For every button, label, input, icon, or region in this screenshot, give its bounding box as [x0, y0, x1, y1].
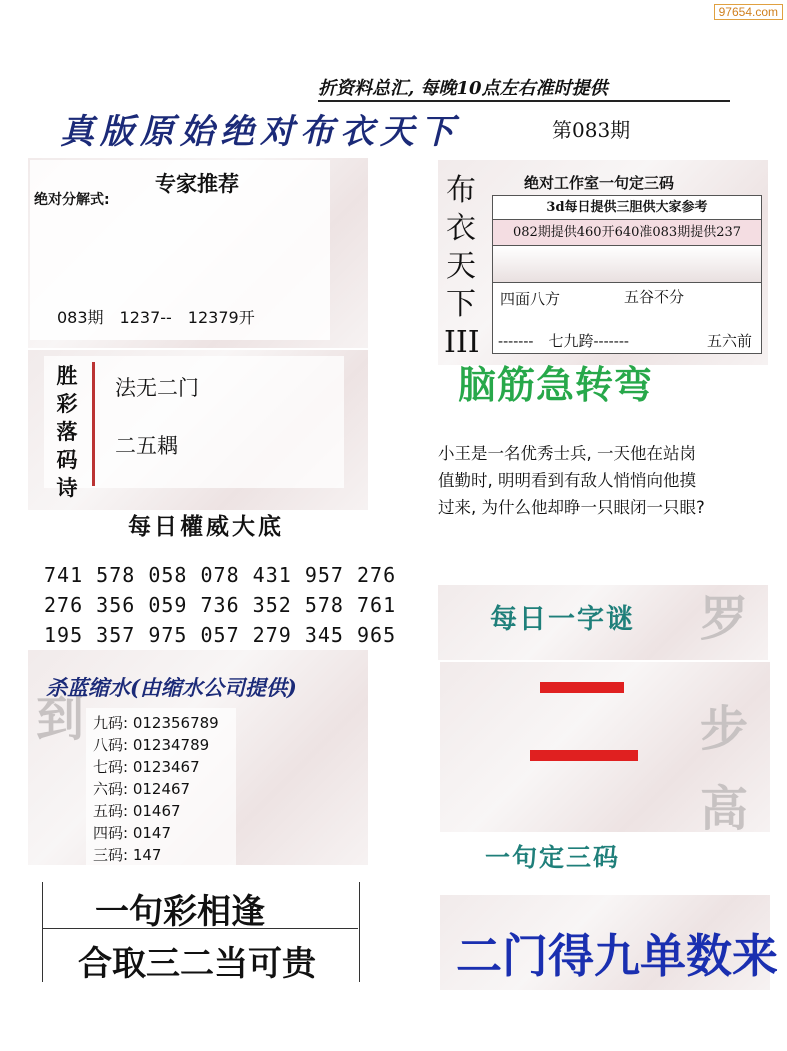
decorative-brush-character: 到: [36, 691, 85, 747]
code-nine: 九码: 012356789: [93, 714, 219, 732]
studio-phrase-a: 四面八方: [500, 290, 561, 308]
poem-line-2: 二五耦: [115, 434, 178, 458]
verse-line-1: 一句彩相逢: [95, 892, 265, 932]
code-seven: 七码: 0123467: [93, 758, 200, 776]
riddle-line-2: 值勤时, 明明看到有敌人悄悄向他摸: [438, 471, 696, 490]
page-title: 真版原始绝对布衣天下: [60, 112, 460, 152]
word-riddle-glyph: [530, 660, 640, 770]
sentence-title: 一句定三码: [485, 843, 621, 872]
studio-phrase-d: 五六前: [707, 332, 753, 350]
studio-phrase-c: ------- 七九跨-------: [498, 332, 629, 350]
decorative-brush-character: 高: [700, 781, 749, 837]
expert-result-line: 083期 1237-- 12379开: [57, 308, 255, 327]
site-watermark: 97654.com: [714, 4, 783, 20]
sentence-answer: 二门得九单数来: [456, 929, 778, 983]
studio-vertical-label: 布衣天下III: [444, 173, 480, 360]
formula-label: 绝对分解式:: [34, 192, 110, 208]
poem-vertical-title: 胜彩落码诗: [56, 364, 78, 500]
brain-teaser-title: 脑筋急转弯: [458, 363, 654, 407]
word-riddle-title: 每日一字谜: [490, 604, 635, 635]
studio-row-2: 082期提供460开640准083期提供237: [492, 219, 762, 246]
decorative-brush-character: 罗: [700, 591, 749, 647]
glyph-stroke-top: [540, 682, 624, 693]
code-five: 五码: 01467: [93, 802, 181, 820]
glyph-stroke-bottom: [530, 750, 638, 761]
daily-base-row-3: 195 357 975 057 279 345 965: [44, 623, 397, 647]
poem-divider: [92, 362, 95, 486]
decorative-brush-character: 步: [700, 701, 749, 757]
studio-row-1: 3d每日提供三胆供大家参考: [492, 195, 762, 220]
riddle-line-3: 过来, 为什么他却睁一只眼闭一只眼?: [438, 498, 705, 517]
poem-line-1: 法无二门: [115, 376, 199, 400]
riddle-text: [438, 440, 778, 521]
code-three: 三码: 147: [93, 846, 162, 864]
code-six: 六码: 012467: [93, 780, 191, 798]
daily-base-title: 每日權威大底: [128, 514, 284, 540]
studio-row-3: [492, 245, 762, 283]
expert-title: 专家推荐: [155, 172, 239, 196]
daily-base-row-2: 276 356 059 736 352 578 761: [44, 593, 397, 617]
shrink-title: 杀蓝缩水(由缩水公司提供): [46, 675, 297, 700]
code-four: 四码: 0147: [93, 824, 171, 842]
issue-number: 第083期: [552, 118, 631, 142]
studio-title: 绝对工作室一句定三码: [524, 174, 675, 192]
studio-phrase-b: 五谷不分: [624, 288, 685, 306]
verse-line-2: 合取三二当可贵: [78, 944, 316, 984]
code-eight: 八码: 01234789: [93, 736, 210, 754]
daily-base-row-1: 741 578 058 078 431 957 276: [44, 563, 397, 587]
header-tagline: 折资料总汇, 每晚10点左右准时提供: [318, 74, 730, 102]
riddle-line-1: 小王是一名优秀士兵, 一天他在站岗: [438, 444, 696, 463]
